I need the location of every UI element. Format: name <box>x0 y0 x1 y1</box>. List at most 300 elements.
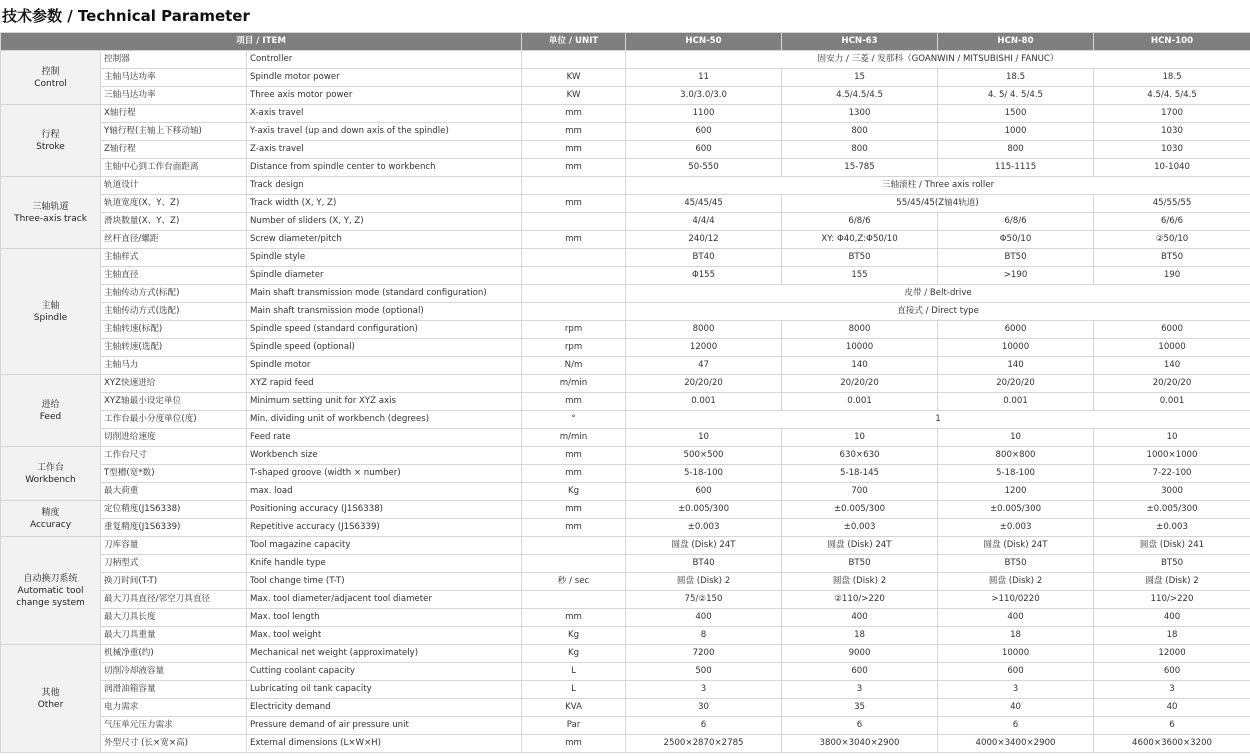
model-value: 7200 <box>626 645 782 663</box>
item-cn: 滑块数量(X、Y、Z) <box>101 213 247 231</box>
model-value: 45/55/55 <box>1094 195 1250 213</box>
model-value: 155 <box>782 267 938 285</box>
item-unit: KVA <box>522 699 626 717</box>
group-label-en: Stroke <box>36 141 65 152</box>
model-value: ±0.003 <box>938 519 1094 537</box>
model-value: 500 <box>626 663 782 681</box>
table-row <box>1 177 1250 195</box>
model-value: 3 <box>938 681 1094 699</box>
model-value: 8 <box>626 627 782 645</box>
table-row <box>1 267 1250 285</box>
model-value: 5-18-100 <box>938 465 1094 483</box>
model-value: 18.5 <box>1094 69 1250 87</box>
model-value: 10 <box>938 429 1094 447</box>
model-value: 800 <box>938 141 1094 159</box>
header-model: HCN-80 <box>938 33 1094 51</box>
table-row <box>1 447 1250 465</box>
table-row <box>1 735 1250 753</box>
model-value: 45/45/45 <box>626 195 782 213</box>
model-value: ±0.005/300 <box>938 501 1094 519</box>
table-row <box>1 195 1250 213</box>
group-label-cn: 其他 <box>41 687 60 698</box>
item-cn: 主轴样式 <box>101 249 247 267</box>
model-value: ②110/>220 <box>782 591 938 609</box>
item-en: Number of sliders (X, Y, Z) <box>247 213 522 231</box>
model-value: 1030 <box>1094 141 1250 159</box>
table-row <box>1 591 1250 609</box>
model-value: 50-550 <box>626 159 782 177</box>
item-unit: mm <box>522 465 626 483</box>
item-en: Feed rate <box>247 429 522 447</box>
model-value: 800×800 <box>938 447 1094 465</box>
item-en: Cutting coolant capacity <box>247 663 522 681</box>
model-value: 18 <box>1094 627 1250 645</box>
item-cn: 刀柄型式 <box>101 555 247 573</box>
model-value: 圆盘 (Disk) 2 <box>938 573 1094 591</box>
item-en: Main shaft transmission mode (standard configuration) <box>247 285 522 303</box>
table-row <box>1 519 1250 537</box>
item-en: Spindle style <box>247 249 522 267</box>
item-unit: ° <box>522 411 626 429</box>
model-value: 2500×2870×2785 <box>626 735 782 753</box>
model-value: ±0.003 <box>782 519 938 537</box>
model-value: 400 <box>626 609 782 627</box>
item-unit: KW <box>522 87 626 105</box>
item-unit <box>522 213 626 231</box>
item-cn: Z轴行程 <box>101 141 247 159</box>
group-label-en: Accuracy <box>29 519 72 530</box>
model-value: 700 <box>782 483 938 501</box>
item-unit: N/m <box>522 357 626 375</box>
item-unit: m/min <box>522 429 626 447</box>
model-value: 4. 5/ 4. 5/4.5 <box>938 87 1094 105</box>
table-row <box>1 537 1250 555</box>
model-value: 1000 <box>938 123 1094 141</box>
merged-value: 皮带 / Belt-drive <box>626 285 1250 303</box>
model-value: 140 <box>782 357 938 375</box>
model-value: 6000 <box>1094 321 1250 339</box>
model-value: 4/4/4 <box>626 213 782 231</box>
item-unit: mm <box>522 159 626 177</box>
table-row <box>1 483 1250 501</box>
header-item: 项目 / ITEM <box>1 33 522 51</box>
model-value: 115-1115 <box>938 159 1094 177</box>
item-unit: rpm <box>522 339 626 357</box>
item-en: Main shaft transmission mode (optional) <box>247 303 522 321</box>
item-unit: mm <box>522 501 626 519</box>
item-en: XYZ rapid feed <box>247 375 522 393</box>
model-value: 20/20/20 <box>626 375 782 393</box>
model-value: 6/6/6 <box>1094 213 1250 231</box>
item-cn: 外型尺寸 (长×宽×高) <box>101 735 247 753</box>
group-label-en: Workbench <box>25 474 76 485</box>
header-model: HCN-50 <box>626 33 782 51</box>
model-value: 10 <box>626 429 782 447</box>
model-value: 600 <box>626 483 782 501</box>
model-value: 1030 <box>1094 123 1250 141</box>
model-value: 18 <box>938 627 1094 645</box>
item-cn: 主轴中心到工作台面距离 <box>101 159 247 177</box>
item-unit: L <box>522 663 626 681</box>
model-value: BT50 <box>1094 555 1250 573</box>
model-value: BT50 <box>938 555 1094 573</box>
item-cn: XYZ轴最小设定单位 <box>101 393 247 411</box>
item-cn: 润滑油箱容量 <box>101 681 247 699</box>
model-value: 8000 <box>782 321 938 339</box>
item-cn: 主轴传动方式(标配) <box>101 285 247 303</box>
item-en: Knife handle type <box>247 555 522 573</box>
group-label-cn: 行程 <box>41 129 60 140</box>
model-value: 15 <box>782 69 938 87</box>
merged-value: 固安力 / 三菱 / 发那科（GOANWIN / MITSUBISHI / FANUC） <box>626 51 1250 69</box>
item-en: Max. tool diameter/adjacent tool diameter <box>247 591 522 609</box>
group-label-cn: 自动换刀系统 <box>23 573 78 584</box>
item-cn: XYZ快速进给 <box>101 375 247 393</box>
item-en: Three axis motor power <box>247 87 522 105</box>
model-value: 1300 <box>782 105 938 123</box>
model-value: 18.5 <box>938 69 1094 87</box>
table-row <box>1 231 1250 249</box>
item-unit <box>522 51 626 69</box>
model-value: 1000×1000 <box>1094 447 1250 465</box>
model-value: 圆盘 (Disk) 24T <box>938 537 1094 555</box>
model-value: 40 <box>1094 699 1250 717</box>
table-row <box>1 159 1250 177</box>
group-label <box>1 447 101 501</box>
model-value: 6 <box>938 717 1094 735</box>
item-en: Pressure demand of air pressure unit <box>247 717 522 735</box>
item-cn: 轨道宽度(X、Y、Z) <box>101 195 247 213</box>
group-label-cn: 主轴 <box>41 300 60 311</box>
item-unit <box>522 303 626 321</box>
item-cn: 主轴传动方式(选配) <box>101 303 247 321</box>
model-value: 6 <box>782 717 938 735</box>
item-cn: 定位精度(J1S6338) <box>101 501 247 519</box>
model-value: 40 <box>938 699 1094 717</box>
model-value: 4000×3400×2900 <box>938 735 1094 753</box>
item-cn: 最大刀具重量 <box>101 627 247 645</box>
table-row <box>1 249 1250 267</box>
item-cn: T型槽(宽*数) <box>101 465 247 483</box>
model-value: 0.001 <box>1094 393 1250 411</box>
item-en: Spindle diameter <box>247 267 522 285</box>
model-value: 12000 <box>1094 645 1250 663</box>
model-value: 140 <box>938 357 1094 375</box>
item-en: Max. tool length <box>247 609 522 627</box>
item-cn: 丝杆直径/螺距 <box>101 231 247 249</box>
model-value: 10000 <box>938 339 1094 357</box>
model-value: 600 <box>938 663 1094 681</box>
group-label <box>1 537 101 645</box>
item-en: Positioning accuracy (J1S6338) <box>247 501 522 519</box>
model-value: 630×630 <box>782 447 938 465</box>
item-cn: 三轴马达功率 <box>101 87 247 105</box>
model-value: 3 <box>782 681 938 699</box>
model-value: 5-18-100 <box>626 465 782 483</box>
model-value: BT50 <box>782 555 938 573</box>
item-unit: rpm <box>522 321 626 339</box>
model-value: 7-22-100 <box>1094 465 1250 483</box>
model-value: 400 <box>938 609 1094 627</box>
model-value: ②50/10 <box>1094 231 1250 249</box>
header-row <box>1 33 1250 51</box>
table-row <box>1 51 1250 69</box>
model-value: 800 <box>782 123 938 141</box>
item-cn: 气压单元压力需求 <box>101 717 247 735</box>
item-en: Track width (X, Y, Z) <box>247 195 522 213</box>
model-value: 400 <box>1094 609 1250 627</box>
item-unit: mm <box>522 105 626 123</box>
item-cn: 主轴直径 <box>101 267 247 285</box>
model-value: BT50 <box>938 249 1094 267</box>
model-value: 10 <box>1094 429 1250 447</box>
item-unit: mm <box>522 519 626 537</box>
table-row <box>1 375 1250 393</box>
item-unit: mm <box>522 195 626 213</box>
item-en: Screw diameter/pitch <box>247 231 522 249</box>
group-label-cn: 精度 <box>41 507 60 518</box>
model-value: 圆盘 (Disk) 2 <box>782 573 938 591</box>
item-en: X-axis travel <box>247 105 522 123</box>
model-value: 35 <box>782 699 938 717</box>
model-value: 6 <box>626 717 782 735</box>
table-row <box>1 141 1250 159</box>
model-value: 110/>220 <box>1094 591 1250 609</box>
model-value: 600 <box>626 123 782 141</box>
group-label-en: Spindle <box>33 312 68 323</box>
item-en: Tool magazine capacity <box>247 537 522 555</box>
item-cn: 切削进给速度 <box>101 429 247 447</box>
item-cn: 最大刀具长度 <box>101 609 247 627</box>
model-value: 400 <box>782 609 938 627</box>
model-value: 3.0/3.0/3.0 <box>626 87 782 105</box>
item-unit <box>522 591 626 609</box>
model-value: 10-1040 <box>1094 159 1250 177</box>
item-unit: Kg <box>522 645 626 663</box>
item-cn: 切削冷却液容量 <box>101 663 247 681</box>
item-unit: KW <box>522 69 626 87</box>
model-value: 190 <box>1094 267 1250 285</box>
item-cn: 最大刀具直径/邻空刀具直径 <box>101 591 247 609</box>
table-row <box>1 429 1250 447</box>
merged-value: 三轴滚柱 / Three axis roller <box>626 177 1250 195</box>
model-value: 6 <box>1094 717 1250 735</box>
table-row <box>1 339 1250 357</box>
item-unit <box>522 249 626 267</box>
model-value: 800 <box>782 141 938 159</box>
table-row <box>1 69 1250 87</box>
table-row <box>1 555 1250 573</box>
group-label <box>1 249 101 375</box>
item-en: max. load <box>247 483 522 501</box>
item-cn: 重复精度(J1S6339) <box>101 519 247 537</box>
model-value: 15-785 <box>782 159 938 177</box>
item-unit: mm <box>522 393 626 411</box>
item-unit: mm <box>522 123 626 141</box>
model-value: 18 <box>782 627 938 645</box>
table-row <box>1 663 1250 681</box>
model-value: 1200 <box>938 483 1094 501</box>
item-unit <box>522 267 626 285</box>
merged-value: 1 <box>626 411 1250 429</box>
table-row <box>1 573 1250 591</box>
item-unit: mm <box>522 735 626 753</box>
item-unit: mm <box>522 141 626 159</box>
model-value: 600 <box>626 141 782 159</box>
table-row <box>1 285 1250 303</box>
model-value: 3000 <box>1094 483 1250 501</box>
model-value: >110/0220 <box>938 591 1094 609</box>
item-unit: Par <box>522 717 626 735</box>
item-cn: 刀库容量 <box>101 537 247 555</box>
item-cn: 主轴马力 <box>101 357 247 375</box>
model-value: 4.5/4.5/4.5 <box>782 87 938 105</box>
table-row <box>1 681 1250 699</box>
model-value: 0.001 <box>782 393 938 411</box>
model-value: 20/20/20 <box>938 375 1094 393</box>
model-value: 55/45/45(Z轴4轨道) <box>782 195 1094 213</box>
model-value: 500×500 <box>626 447 782 465</box>
model-value: 1100 <box>626 105 782 123</box>
model-value: 20/20/20 <box>1094 375 1250 393</box>
group-label-en: Three-axis track <box>14 213 87 224</box>
item-cn: 主轴转速(标配) <box>101 321 247 339</box>
item-unit: Kg <box>522 627 626 645</box>
item-unit: mm <box>522 447 626 465</box>
item-en: T-shaped groove (width × number) <box>247 465 522 483</box>
model-value: 圆盘 (Disk) 2 <box>1094 573 1250 591</box>
table-row <box>1 411 1250 429</box>
table-row <box>1 393 1250 411</box>
model-value: 140 <box>1094 357 1250 375</box>
group-label-en: Control <box>34 78 67 89</box>
model-value: BT50 <box>782 249 938 267</box>
table-row <box>1 609 1250 627</box>
item-cn: 最大荷重 <box>101 483 247 501</box>
group-label-cn: 进给 <box>41 399 60 410</box>
model-value: 4.5/4. 5/4.5 <box>1094 87 1250 105</box>
item-en: Spindle speed (standard configuration) <box>247 321 522 339</box>
item-unit: mm <box>522 231 626 249</box>
item-en: Tool change time (T-T) <box>247 573 522 591</box>
item-unit: L <box>522 681 626 699</box>
model-value: 240/12 <box>626 231 782 249</box>
item-unit <box>522 177 626 195</box>
item-cn: 机械净重(约) <box>101 645 247 663</box>
group-label-en: Feed <box>39 411 62 422</box>
model-value: 30 <box>626 699 782 717</box>
merged-value: 直接式 / Direct type <box>626 303 1250 321</box>
model-value: ±0.005/300 <box>782 501 938 519</box>
model-value: 圆盘 (Disk) 241 <box>1094 537 1250 555</box>
item-en: Y-axis travel (up and down axis of the spindle) <box>247 123 522 141</box>
model-value: 6/8/6 <box>938 213 1094 231</box>
item-en: Repetitive accuracy (J1S6339) <box>247 519 522 537</box>
item-en: Spindle speed (optional) <box>247 339 522 357</box>
item-unit <box>522 555 626 573</box>
item-cn: 轨道设计 <box>101 177 247 195</box>
group-label <box>1 645 101 753</box>
item-cn: 工作台最小分度单位(度) <box>101 411 247 429</box>
header-model: HCN-100 <box>1094 33 1250 51</box>
model-value: 47 <box>626 357 782 375</box>
model-value: 1500 <box>938 105 1094 123</box>
item-cn: 主轴转速(选配) <box>101 339 247 357</box>
model-value: 10000 <box>782 339 938 357</box>
item-en: Track design <box>247 177 522 195</box>
item-en: Min. dividing unit of workbench (degrees) <box>247 411 522 429</box>
table-row <box>1 213 1250 231</box>
item-en: Controller <box>247 51 522 69</box>
table-row <box>1 465 1250 483</box>
item-unit: Kg <box>522 483 626 501</box>
model-value: 5-18-145 <box>782 465 938 483</box>
model-value: 3800×3040×2900 <box>782 735 938 753</box>
model-value: 6000 <box>938 321 1094 339</box>
model-value: 8000 <box>626 321 782 339</box>
model-value: 10000 <box>938 645 1094 663</box>
item-unit: m/min <box>522 375 626 393</box>
model-value: ±0.005/300 <box>626 501 782 519</box>
model-value: ±0.003 <box>1094 519 1250 537</box>
model-value: XY: Φ40,Z:Φ50/10 <box>782 231 938 249</box>
model-value: 0.001 <box>626 393 782 411</box>
item-cn: 主轴马达功率 <box>101 69 247 87</box>
model-value: 600 <box>1094 663 1250 681</box>
model-value: 9000 <box>782 645 938 663</box>
item-cn: 电力需求 <box>101 699 247 717</box>
table-row <box>1 321 1250 339</box>
model-value: BT40 <box>626 249 782 267</box>
item-unit: mm <box>522 609 626 627</box>
item-cn: X轴行程 <box>101 105 247 123</box>
item-en: External dimensions (L×W×H) <box>247 735 522 753</box>
item-en: Distance from spindle center to workbench <box>247 159 522 177</box>
model-value: 4600×3600×3200 <box>1094 735 1250 753</box>
header-model: HCN-63 <box>782 33 938 51</box>
model-value: 圆盘 (Disk) 24T <box>626 537 782 555</box>
table-row <box>1 357 1250 375</box>
table-row <box>1 627 1250 645</box>
model-value: 3 <box>626 681 782 699</box>
group-label-cn: 三轴轨道 <box>32 201 69 212</box>
item-cn: Y轴行程(主轴上下移动轴) <box>101 123 247 141</box>
model-value: >190 <box>938 267 1094 285</box>
item-en: Z-axis travel <box>247 141 522 159</box>
item-unit <box>522 537 626 555</box>
item-en: Mechanical net weight (approximately) <box>247 645 522 663</box>
group-label <box>1 501 101 537</box>
group-label-en: Other <box>37 699 64 710</box>
page-title: 技术参数 / Technical Parameter <box>2 7 250 25</box>
model-value: 10 <box>782 429 938 447</box>
model-value: ±0.003 <box>626 519 782 537</box>
model-value: 12000 <box>626 339 782 357</box>
spec-body <box>1 51 1250 753</box>
group-label <box>1 105 101 177</box>
header-unit: 单位 / UNIT <box>522 33 626 51</box>
item-en: Spindle motor <box>247 357 522 375</box>
item-cn: 换刀时间(T-T) <box>101 573 247 591</box>
item-en: Lubricating oil tank capacity <box>247 681 522 699</box>
group-label-en: change system <box>16 597 85 608</box>
group-label <box>1 375 101 447</box>
model-value: 75/②150 <box>626 591 782 609</box>
model-value: 6/8/6 <box>782 213 938 231</box>
table-row <box>1 699 1250 717</box>
item-unit <box>522 285 626 303</box>
model-value: BT40 <box>626 555 782 573</box>
